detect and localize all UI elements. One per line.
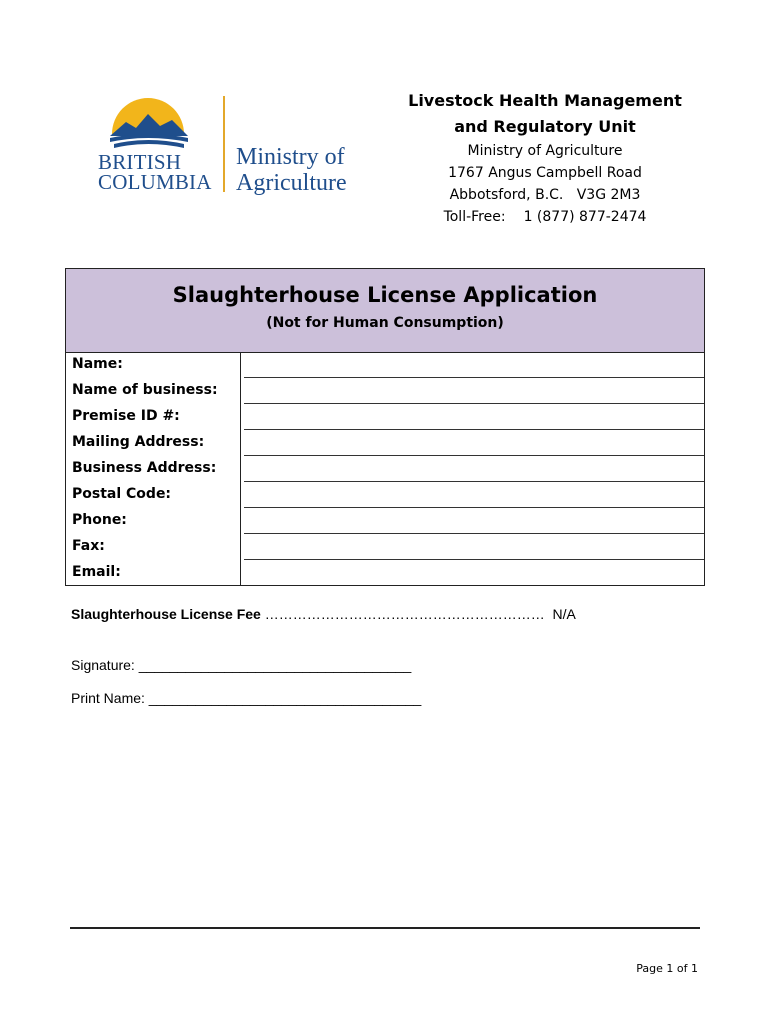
field-line-premise-id[interactable] [244,429,704,430]
label-phone: Phone: [72,512,127,528]
bc-ministry-logo [96,92,356,207]
field-line-mailing-address[interactable] [244,455,704,456]
print-name-line[interactable]: ___________________________________ [144,690,422,706]
signature-line[interactable]: ___________________________________ [134,657,412,673]
form-title: Slaughterhouse License Application [172,283,598,307]
label-business-address: Business Address: [72,460,217,476]
footer-rule [70,927,700,929]
street-address: 1767 Angus Campbell Road [448,165,642,181]
tollfree-line [380,206,710,228]
label-postal-code: Postal Code: [72,486,172,502]
label-mailing-address: Mailing Address: [72,434,205,450]
license-fee-row [71,606,576,622]
field-labels-column [66,353,241,585]
signature-label: Signature: [71,657,135,673]
label-premise-id: Premise ID #: [72,408,180,424]
ministry-line1: Ministry of [236,144,345,170]
print-name-label: Print Name: [71,690,145,706]
fee-leader: …………………………………………………… [260,606,553,622]
bc-line2: COLUMBIA [98,170,212,194]
label-name: Name: [72,356,123,372]
sun-mountain-icon [96,92,216,152]
bc-wordmark [98,152,212,192]
field-line-fax[interactable] [244,559,704,560]
label-fax: Fax: [72,538,105,554]
tollfree-number: 1 (877) 877-2474 [523,209,647,225]
print-name-row [71,690,421,706]
bc-line1: BRITISH [98,150,182,174]
field-line-business-address[interactable] [244,481,704,482]
ministry-wordmark [236,144,347,196]
field-line-name[interactable] [244,377,704,378]
label-email: Email: [72,564,121,580]
signature-row [71,657,411,673]
fee-value: N/A [552,606,576,622]
tollfree-label: Toll-Free: [443,209,506,225]
org-name: Ministry of Agriculture [467,143,623,159]
form-subtitle: (Not for Human Consumption) [266,315,504,331]
field-line-business-name[interactable] [244,403,704,404]
contact-header [380,88,710,228]
fee-label: Slaughterhouse License Fee [71,606,261,622]
logo-divider [223,96,225,192]
form-title-band [66,269,704,353]
field-line-phone[interactable] [244,533,704,534]
unit-title-line1: Livestock Health Management [408,91,682,110]
label-business-name: Name of business: [72,382,218,398]
application-form [65,268,705,586]
ministry-line2: Agriculture [236,170,347,196]
page-number: Page 1 of 1 [636,962,698,975]
field-line-postal-code[interactable] [244,507,704,508]
unit-title-line2: and Regulatory Unit [454,117,636,136]
city-postal: Abbotsford, B.C. V3G 2M3 [449,187,641,203]
